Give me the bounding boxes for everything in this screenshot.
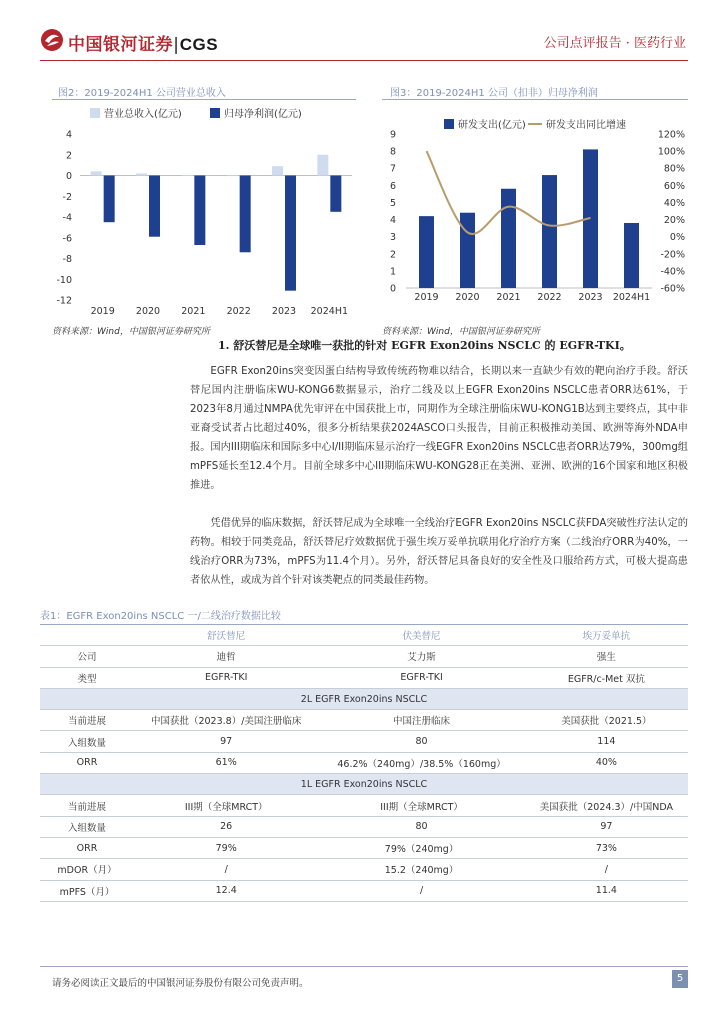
x-tick-label: 2020	[455, 292, 480, 303]
x-tick-label: 2019	[414, 292, 439, 303]
y-tick-label: -12	[56, 295, 72, 307]
x-tick-label: 2020	[135, 306, 161, 317]
logo-icon	[40, 28, 64, 52]
x-tick-label: 2021	[496, 292, 521, 303]
header-cell: 伏美替尼	[318, 625, 524, 646]
table-cell: /	[525, 859, 688, 880]
y-tick-label: 7	[389, 163, 396, 175]
bar-revenue	[181, 175, 192, 176]
row-label: ORR	[40, 837, 134, 858]
y2-tick-label: -60%	[660, 283, 685, 295]
paragraph-2: 凭借优异的临床数据，舒沃替尼成为全球唯一全线治疗EGFR Exon20ins NSCLC获FDA突破性疗法认定的药物。相较于同类竞品，舒沃替尼疗效数据优于强生埃万妥单抗联用化疗治疗方案（二线治疗ORR为40%，一线治疗ORR为73%，mPFS为11.4个月）。另外，舒沃替尼具备良好的安全性及口服给药方式，可极大提高患者依从性，或成为首个针对该类靶点的同类最佳药物。	[190, 518, 688, 586]
table-row	[40, 710, 688, 731]
row-label: ORR	[40, 752, 134, 773]
table-row	[40, 859, 688, 880]
y2-tick-label: 0%	[669, 232, 685, 244]
table-row	[40, 795, 688, 816]
y-tick-label: -2	[62, 191, 72, 203]
y2-tick-label: -20%	[660, 249, 685, 261]
header-divider	[40, 60, 688, 61]
y-tick-label: 2	[65, 150, 72, 162]
table-cell: 61%	[134, 752, 318, 773]
table-cell: III期（全球MRCT）	[318, 795, 524, 816]
y-tick-label: 5	[389, 197, 396, 209]
table-cell: 80	[318, 816, 524, 837]
legend-label-rd: 研发支出(亿元)	[458, 120, 526, 131]
header-cell: 舒沃替尼	[134, 625, 318, 646]
table-row	[40, 731, 688, 752]
table-cell: 46.2%（240mg）/38.5%（160mg）	[318, 752, 524, 773]
bar-net-profit	[285, 176, 296, 291]
y-tick-label: -10	[56, 274, 72, 286]
y-tick-label: 6	[389, 180, 396, 192]
figure2-title: 图2：2019-2024H1 公司营业总收入	[58, 88, 226, 99]
table-row	[40, 880, 688, 901]
legend-swatch-rd	[444, 119, 454, 129]
y-tick-label: -6	[62, 233, 72, 245]
table-row	[40, 667, 688, 688]
y-tick-label: 0	[389, 283, 396, 295]
table-cell: 迪哲	[134, 646, 318, 667]
table-cell: 美国获批（2024.3）/中国NDA	[525, 795, 688, 816]
header-cell	[40, 625, 134, 646]
group-label: 2L EGFR Exon20ins NSCLC	[40, 688, 688, 709]
y2-tick-label: 100%	[657, 146, 685, 158]
bar-rd-expense	[501, 189, 516, 288]
table-cell: EGFR/c-Met 双抗	[525, 667, 688, 688]
legend-swatch-net-profit	[210, 108, 220, 118]
legend-label-rd-growth: 研发支出同比增速	[546, 120, 626, 131]
legend-swatch-revenue	[90, 108, 100, 118]
group-label: 1L EGFR Exon20ins NSCLC	[40, 774, 688, 795]
row-label: mPFS（月）	[40, 880, 134, 901]
figure3-source: 资料来源：Wind，中国银河证券研究所	[382, 327, 540, 337]
row-label: 公司	[40, 646, 134, 667]
bar-revenue	[91, 171, 102, 175]
table-cell: III期（全球MRCT）	[134, 795, 318, 816]
table-row	[40, 816, 688, 837]
y2-tick-label: 40%	[663, 197, 685, 209]
x-tick-label: 2024H1	[310, 306, 349, 317]
table-group-row	[40, 688, 688, 709]
table-cell: 80	[318, 731, 524, 752]
figure2-title-underline	[52, 99, 356, 100]
section-heading: 1. 舒沃替尼是全球唯一获批的针对 EGFR Exon20ins NSCLC 的 EGFR-TKI。	[218, 339, 631, 352]
table-cell: 97	[525, 816, 688, 837]
y-tick-label: 8	[389, 146, 396, 158]
bar-revenue	[317, 155, 328, 176]
bar-net-profit	[330, 176, 341, 212]
brand-logo-text	[68, 30, 218, 55]
row-label: 当前进展	[40, 795, 134, 816]
logo-name: 中国银河证券	[68, 35, 173, 55]
y-tick-label: 0	[65, 171, 72, 182]
row-label: mDOR（月）	[40, 859, 134, 880]
table-cell: 97	[134, 731, 318, 752]
bar-revenue	[136, 173, 147, 175]
table-cell: 114	[525, 731, 688, 752]
bar-revenue	[227, 176, 238, 177]
table-cell: 中国注册临床	[318, 710, 524, 731]
table-header-row	[40, 625, 688, 646]
x-tick-label: 2024H1	[612, 292, 651, 303]
paragraph-1: EGFR Exon20ins突变因蛋白结构导致传统药物难以结合，长期以来一直缺少有效的靶向治疗手段。舒沃替尼国内注册临床WU-KONG6数据显示，治疗二线及以上EGFR Exon20ins NSCLC患者ORR达61%，于2023年8月通过NMPA优先审评在中国获批上市，同期作为全球注册临床WU-KONG1B达到主要终点，其中非亚裔受试者占比超过40%，很多分析结果获2024ASCO口头报告，目前正积极推动美国、欧洲等海外NDA申报。国内III期临床和国际多中心I/II期临床显示治疗一线EGFR Exon20ins NSCLC患者ORR达79%，300mg组mPFS延长至12.4个月。目前全球多中心III期临床WU-KONG28正在美洲、亚洲、欧洲的16个国家和地区积极推进。	[190, 366, 688, 491]
table-cell: 艾力斯	[318, 646, 524, 667]
table-cell: 26	[134, 816, 318, 837]
table-cell: 73%	[525, 837, 688, 858]
y-tick-label: 4	[65, 129, 72, 141]
x-tick-label: 2023	[578, 292, 603, 303]
table-cell: 美国获批（2021.5）	[525, 710, 688, 731]
row-label: 类型	[40, 667, 134, 688]
figure3-chart	[382, 104, 688, 324]
table-cell: EGFR-TKI	[134, 667, 318, 688]
bar-net-profit	[149, 176, 160, 237]
table-row	[40, 646, 688, 667]
table-cell: 11.4	[525, 880, 688, 901]
x-tick-label: 2022	[537, 292, 562, 303]
table-cell: 40%	[525, 752, 688, 773]
y2-tick-label: 60%	[663, 180, 685, 192]
y-tick-label: 1	[389, 266, 396, 278]
bar-rd-expense	[460, 213, 475, 288]
y2-tick-label: -40%	[660, 266, 685, 278]
table-row	[40, 837, 688, 858]
header-cell: 埃万妥单抗	[525, 625, 688, 646]
bar-rd-expense	[624, 223, 639, 288]
table-cell: 79%（240mg）	[318, 837, 524, 858]
y-tick-label: -8	[62, 254, 72, 265]
table-row	[40, 752, 688, 773]
bar-net-profit	[240, 176, 251, 253]
table-cell: 中国获批（2023.8）/美国注册临床	[134, 710, 318, 731]
y-tick-label: -4	[62, 212, 72, 224]
x-tick-label: 2023	[271, 306, 297, 317]
y-tick-label: 3	[389, 232, 396, 244]
figure3-title-underline	[382, 99, 688, 100]
row-label: 入组数量	[40, 731, 134, 752]
table-cell: /	[134, 859, 318, 880]
logo-abbr: CGS	[179, 35, 219, 54]
table-cell: EGFR-TKI	[318, 667, 524, 688]
table-cell: 79%	[134, 837, 318, 858]
footer-disclaimer: 请务必阅读正文最后的中国银河证券股份有限公司免责声明。	[52, 978, 309, 989]
page-number: 5	[672, 970, 688, 988]
table-cell: /	[318, 880, 524, 901]
y2-tick-label: 20%	[663, 215, 685, 227]
y2-tick-label: 80%	[663, 163, 685, 175]
logo-separator: |	[173, 35, 180, 55]
table-title: 表1：EGFR Exon20ins NSCLC 一/二线治疗数据比较	[40, 611, 281, 622]
y2-tick-label: 120%	[657, 129, 685, 141]
x-tick-label: 2019	[90, 306, 115, 317]
table-group-row	[40, 774, 688, 795]
figure2-source: 资料来源：Wind，中国银河证券研究所	[52, 327, 210, 337]
report-type-title: 公司点评报告 · 医药行业	[543, 36, 686, 51]
bar-revenue	[272, 166, 283, 175]
bar-net-profit	[104, 176, 115, 223]
bar-net-profit	[194, 176, 205, 246]
table-cell: 12.4	[134, 880, 318, 901]
y-tick-label: 4	[389, 215, 396, 227]
row-label: 入组数量	[40, 816, 134, 837]
comparison-table	[40, 624, 688, 902]
row-label: 当前进展	[40, 710, 134, 731]
legend-label-net-profit: 归母净利润(亿元)	[224, 109, 302, 120]
footer-divider	[40, 966, 688, 967]
x-tick-label: 2022	[226, 306, 251, 317]
table-cell: 15.2（240mg）	[318, 859, 524, 880]
y-tick-label: 2	[389, 249, 396, 261]
bar-rd-expense	[542, 175, 557, 288]
table-cell: 强生	[525, 646, 688, 667]
legend-label-revenue: 营业总收入(亿元)	[104, 109, 182, 120]
bar-rd-expense	[419, 216, 434, 288]
y-tick-label: 9	[389, 129, 396, 141]
figure2-chart	[52, 104, 356, 324]
x-tick-label: 2021	[181, 306, 206, 317]
figure3-title: 图3：2019-2024H1 公司（扣非）归母净利润	[390, 88, 598, 99]
